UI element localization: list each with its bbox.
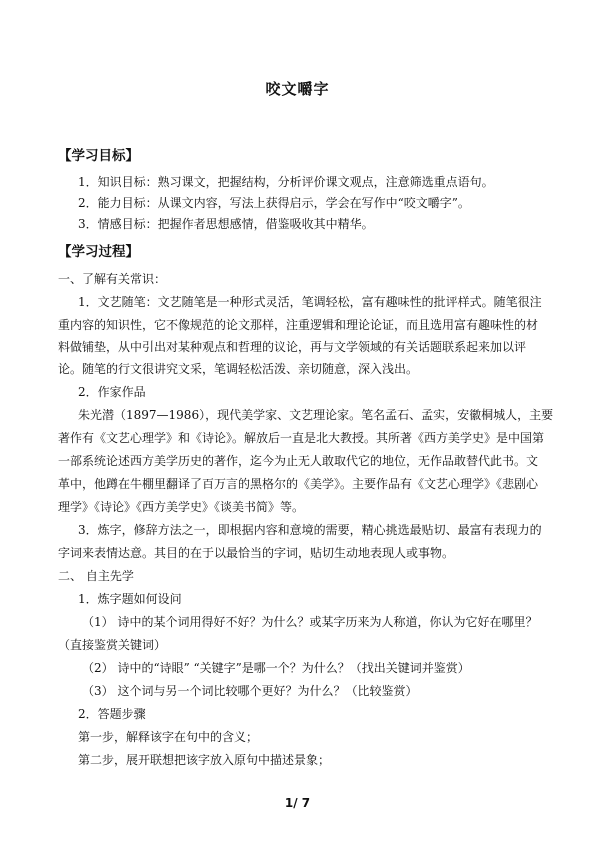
goal-item: 1．知识目标：熟习课文，把握结构，分析评价课文观点，注意筛选重点语句。	[78, 175, 494, 189]
step-line: 第二步，展开联想把该字放入原句中描述景象；	[78, 753, 331, 767]
part-two-title: 二、 自主先学	[58, 569, 134, 583]
section-title: 2．作家作品	[78, 385, 146, 399]
goals-heading: 【学习目标】	[58, 148, 139, 164]
document-title: 咬文嚼字	[265, 80, 330, 98]
question-line: （2） 诗中的“诗眼” “关键字”是哪一个？为什么？（找出关键词并鉴赏）	[82, 661, 470, 675]
question-line: （1） 诗中的某个词用得好不好？为什么？或某字历来为人称道，你认为它好在哪里？	[82, 615, 538, 629]
paragraph-line: 一部系统论述西方美学历史的著作，迄今为止无人敢取代它的地位，无作品敢替代此书。文	[58, 454, 539, 468]
paragraph-line: 1．文艺随笔：文艺随笔是一种形式灵活，笔调轻松，富有趣味性的批评样式。随笔很注	[78, 295, 542, 309]
page-number: 1/ 7	[284, 796, 311, 810]
question-note: （直接鉴赏关键词）	[58, 638, 167, 652]
paragraph-line: 料做铺垫，从中引出对某种观点和哲理的议论，再与文学领域的有关话题联系起来加以评	[58, 340, 527, 354]
part-one-title: 一、了解有关常识：	[58, 272, 167, 286]
section-title: 2．答题步骤	[78, 707, 146, 721]
paragraph-line: 理学》《诗论》《西方美学史》《谈美书简》等。	[58, 500, 305, 514]
paragraph-line: 革中，他蹲在牛棚里翻译了百万言的黑格尔的《美学》。主要作品有《文艺心理学》《悲剧心	[58, 477, 539, 491]
goal-item: 3．情感目标：把握作者思想感情，借鉴吸收其中精华。	[78, 217, 374, 231]
process-heading: 【学习过程】	[58, 244, 139, 260]
section-title: 1．炼字题如何设问	[78, 592, 182, 606]
paragraph-line: 字词来表情达意。其目的在于以最恰当的字词，贴切生动地表现人或事物。	[58, 546, 455, 560]
question-line: （3） 这个词与另一个词比较哪个更好？为什么？（比较鉴赏）	[82, 684, 418, 698]
paragraph-line: 朱光潜（1897—1986），现代美学家、文艺理论家。笔名孟石、孟实，安徽桐城人，主要	[78, 408, 554, 422]
goal-item: 2．能力目标：从课文内容，写法上获得启示，学会在写作中“咬文嚼字”。	[78, 196, 470, 210]
paragraph-line: 3．炼字，修辞方法之一，即根据内容和意境的需要，精心挑选最贴切、最富有表现力的	[78, 523, 542, 537]
step-line: 第一步，解释该字在句中的含义；	[78, 730, 259, 744]
paragraph-line: 著作有《文艺心理学》和《诗论》。解放后一直是北大教授。其所著《西方美学史》是中国第	[58, 431, 545, 445]
paragraph-line: 论。随笔的行文很讲究文采，笔调轻松活泼、亲切随意，深入浅出。	[58, 362, 419, 376]
paragraph-line: 重内容的知识性，它不像规范的论文那样，注重逻辑和理论论证，而且选用富有趣味性的材	[58, 318, 539, 332]
